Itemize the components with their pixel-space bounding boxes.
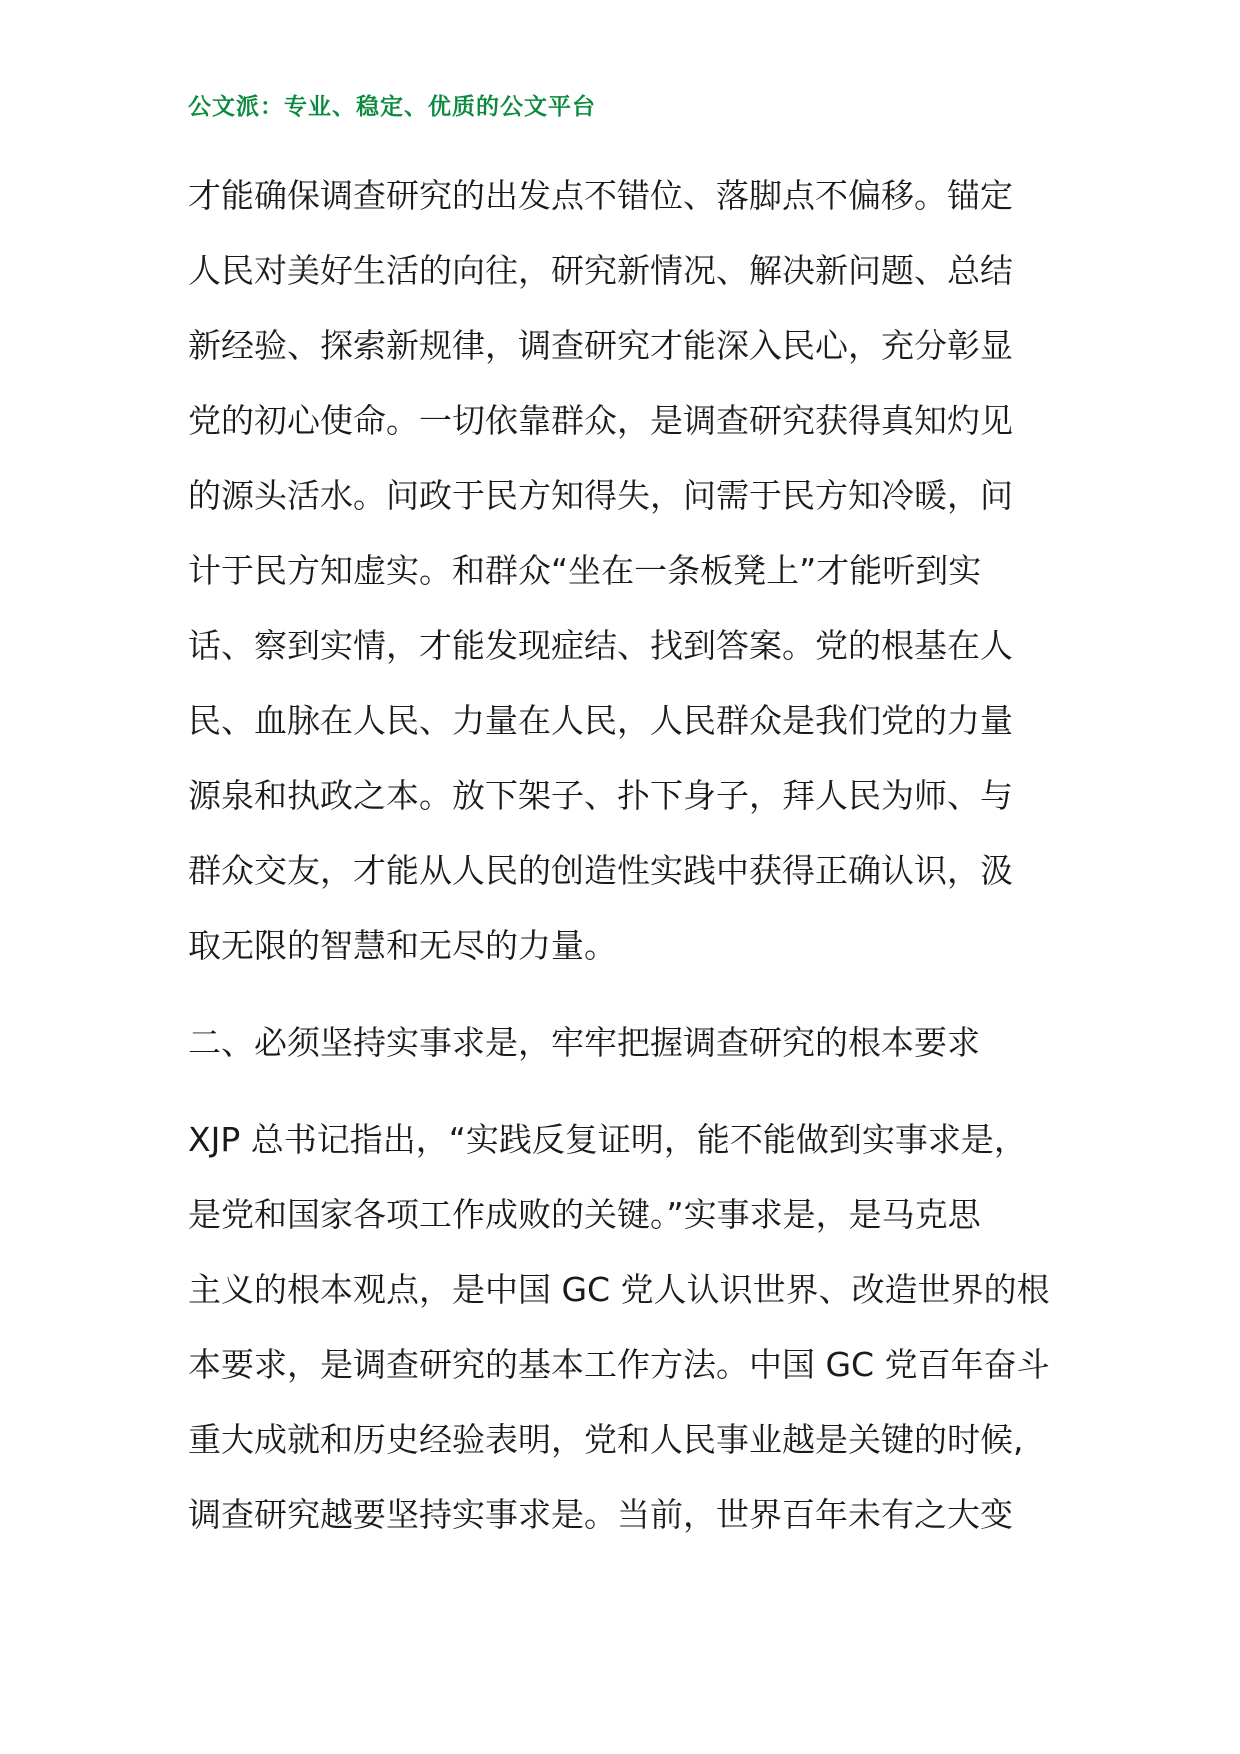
paragraph-line: 本要求，是调查研究的基本工作方法。中国 GC 党百年奋斗 bbox=[188, 1345, 1050, 1384]
section-heading: 二、必须坚持实事求是，牢牢把握调查研究的根本要求 bbox=[188, 1023, 980, 1062]
paragraph-line: 调查研究越要坚持实事求是。当前，世界百年未有之大变 bbox=[188, 1495, 1013, 1534]
paragraph-line: 重大成就和历史经验表明，党和人民事业越是关键的时候, bbox=[188, 1420, 1024, 1459]
paragraph-line: 的源头活水。问政于民方知得失，问需于民方知冷暖，问 bbox=[188, 476, 1013, 515]
paragraph-line: 民、血脉在人民、力量在人民，人民群众是我们党的力量 bbox=[188, 701, 1013, 740]
paragraph-2 bbox=[188, 1114, 1058, 1564]
paragraph-line: 源泉和执政之本。放下架子、扑下身子，拜人民为师、与 bbox=[188, 776, 1013, 815]
paragraph-line: 主义的根本观点，是中国 GC 党人认识世界、改造世界的根 bbox=[188, 1270, 1050, 1309]
page-header-title: 公文派：专业、稳定、优质的公文平台 bbox=[188, 93, 596, 120]
paragraph-line: 是党和国家各项工作成败的关键。”实事求是，是马克思 bbox=[188, 1195, 981, 1234]
paragraph-line: 人民对美好生活的向往，研究新情况、解决新问题、总结 bbox=[188, 251, 1013, 290]
paragraph-line: 计于民方知虚实。和群众“坐在一条板凳上”才能听到实 bbox=[188, 551, 982, 590]
paragraph-line: 群众交友，才能从人民的创造性实践中获得正确认识，汲 bbox=[188, 851, 1013, 890]
paragraph-line: 才能确保调查研究的出发点不错位、落脚点不偏移。锚定 bbox=[188, 176, 1013, 215]
paragraph-line: XJP 总书记指出，“实践反复证明，能不能做到实事求是， bbox=[188, 1120, 1027, 1159]
document-body bbox=[188, 170, 1058, 1564]
paragraph-1 bbox=[188, 170, 1058, 995]
paragraph-line: 话、察到实情，才能发现症结、找到答案。党的根基在人 bbox=[188, 626, 1013, 665]
paragraph-line: 新经验、探索新规律，调查研究才能深入民心，充分彰显 bbox=[188, 326, 1013, 365]
spacer bbox=[188, 1092, 1058, 1114]
paragraph-line: 取无限的智慧和无尽的力量。 bbox=[188, 926, 617, 965]
paragraph-line: 党的初心使命。一切依靠群众，是调查研究获得真知灼见 bbox=[188, 401, 1013, 440]
